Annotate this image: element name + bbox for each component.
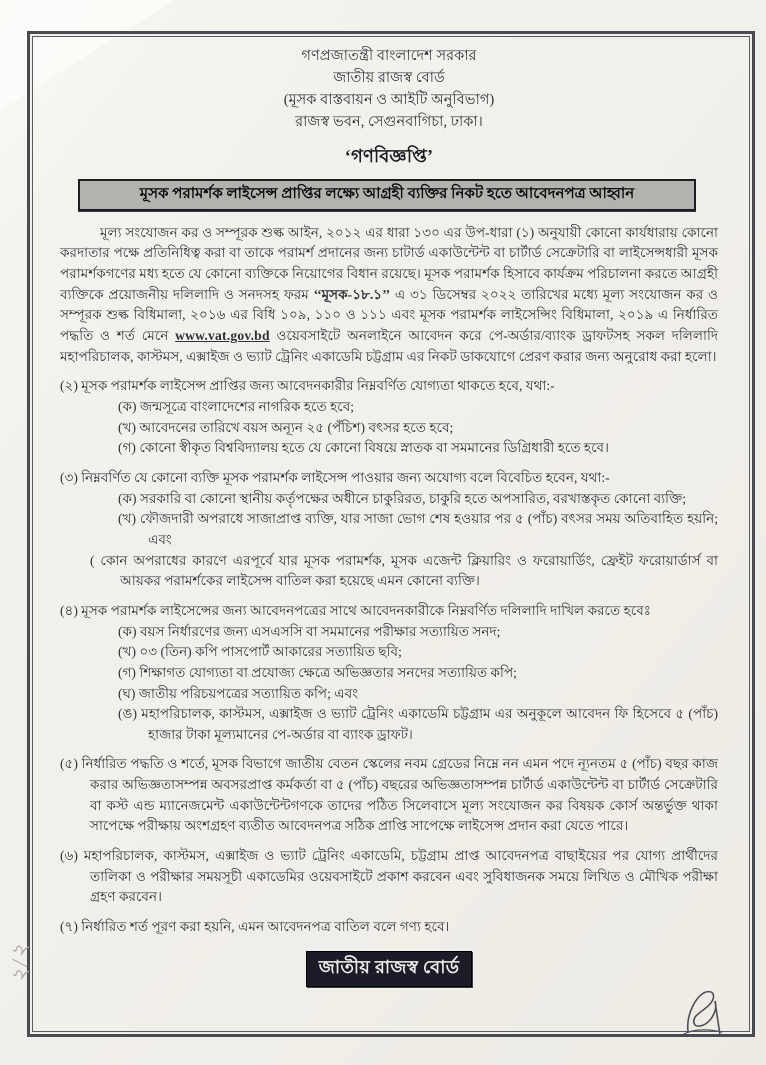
section-7-paragraph: (৭) নির্ধারিত শর্ত পূরণ করা হয়নি, এমন আবেদনপত্র বাতিল বলে গণ্য হবে। xyxy=(60,919,450,935)
notice-title: ‘গণবিজ্ঞপ্তি’ xyxy=(344,145,434,166)
list-item: (ঘ) জাতীয় পরিচয়পত্রের সত্যায়িত কপি; এবং xyxy=(118,685,359,701)
form-number-label: ‘‘মূসক-১৮.১’’ xyxy=(313,286,391,302)
intro-text-2: এ ৩১ ডিসেম্বর ২০২২ তারিখের মধ্যে মূল্য সংযোজন কর ও সম্পূরক শুল্ক বিধিমালা, ২০১৬ এর বিধি ১০৯, ১১০ ও ১১১ এবং মূসক পরামর্শক লাইসেন্সিং বিধিমালা, ২০১৯ এ নির্ধারিত পদ্ধতি ও শর্ত মেনে xyxy=(60,286,719,343)
banner-headline: মূসক পরামর্শক লাইসেন্স প্রাপ্তির লক্ষ্যে আগ্রহী ব্যক্তির নিকট হতে আবেদনপত্র আহ্বান xyxy=(78,179,696,211)
section-6 xyxy=(60,846,718,908)
section-3 xyxy=(60,468,718,592)
nbr-footer-stamp: জাতীয় রাজস্ব বোর্ড xyxy=(306,951,473,987)
list-item: ( কোন অপরাধের কারণে এরপূর্বে যার মূসক পরামর্শক, মূসক এজেন্ট ক্লিয়ারিং ও ফরোয়ার্ডিং, ফ্রেইট ফরোয়ার্ডার্স বা আয়কর পরামর্শকের লাইসেন্স বাতিল করা হয়েছে এমন কোনো ব্যক্তি। xyxy=(90,552,718,589)
section-4-heading: (৪) মূসক পরামর্শক লাইসেন্সের জন্য আবেদনপত্রের সাথে আবেদনকারীকে নিম্নবর্ণিত দলিলাদি দাখিল করতে হবেঃ xyxy=(60,602,652,618)
notice-content xyxy=(60,46,718,987)
list-item: (গ) কোনো স্বীকৃত বিশ্ববিদ্যালয় হতে যে কোনো বিষয়ে স্নাতক বা সমমানের ডিগ্রিধারী হতে হবে। xyxy=(118,440,609,456)
section-5-paragraph: (৫) নির্ধারিত পদ্ধতি ও শর্তে, মূসক বিভাগে জাতীয় বেতন স্কেলের নবম গ্রেডের নিম্নে নন এমন পদে ন্যূনতম ৫ (পাঁচ) বছর কাজ করার অভিজ্ঞতাসম্পন্ন অবসরপ্রাপ্ত কর্মকর্তা বা ৫ (পাঁচ) বছরের অভিজ্ঞতাসম্পন্ন চার্টার্ড একাউন্টেন্ট বা চার্টার্ড সেক্রেটারি বা কস্ট এন্ড ম্যানেজমেন্ট একাউন্টেন্টগণকে তাদের পঠিত সিলেবাসে মূল্য সংযোজন কর বিষয়ক কোর্স অন্তর্ভুক্ত থাকা সাপেক্ষে পরীক্ষায় অংশগ্রহণ ব্যতীত আবেদনপত্র সঠিক প্রাপ্তি সাপেক্ষে লাইসেন্স প্রদান করা যেতে পারে। xyxy=(60,756,718,834)
list-item: (খ) ফৌজদারী অপরাধে সাজাপ্রাপ্ত ব্যক্তি, যার সাজা ভোগ শেষ হওয়ার পর ৫ (পাঁচ) বৎসর সময় অতিবাহিত হয়নি; এবং xyxy=(118,511,718,547)
section-6-paragraph: (৬) মহাপরিচালক, কাস্টমস, এক্সাইজ ও ভ্যাট ট্রেনিং একাডেমি, চট্টগ্রাম প্রাপ্ত আবেদনপত্র বাছাইয়ের পর যোগ্য প্রার্থীদের তালিকা ও পরীক্ষার সময়সূচী একাডেমির ওয়েবসাইটে প্রকাশ করবেন এবং সুবিধাজনক সময়ে লিখিত ও মৌখিক পরীক্ষা গ্রহণ করবেন। xyxy=(60,848,718,905)
section-4 xyxy=(60,601,718,746)
government-name: গণপ্রজাতন্ত্রী বাংলাদেশ সরকার xyxy=(301,48,477,64)
section-5 xyxy=(60,754,718,837)
signature-icon xyxy=(682,985,726,1039)
division-name: (মূসক বাস্তবায়ন ও আইটি অনুবিভাগ) xyxy=(283,91,495,108)
list-item: (গ) শিক্ষাগত যোগ্যতা বা প্রযোজ্য ক্ষেত্রে অভিজ্ঞতার সনদের সত্যায়িত কপি; xyxy=(118,664,517,680)
list-item: (ঙ) মহাপরিচালক, কাস্টমস, এক্সাইজ ও ভ্যাট ট্রেনিং একাডেমি চট্টগ্রাম এর অনুকূলে আবেদন ফি হিসেবে ৫ (পাঁচ) হাজার টাকা মূল্যমানের পে-অর্ডার বা ব্যাংক ড্রাফট। xyxy=(118,706,718,742)
list-item: (ক) সরকারি বা কোনো স্থানীয় কর্তৃপক্ষের অধীনে চাকুরিরত, চাকুরি হতে অপসারিত, বরখাস্তকৃত কোনো ব্যক্তি; xyxy=(118,490,687,506)
intro-text-3: ওয়েবসাইটে অনলাইনে আবেদন করে পে-অর্ডার/ব্যাংক ড্রাফটসহ সকল দলিলাদি মহাপরিচালক, কাস্টমস, এক্সাইজ ও ভ্যাট ট্রেনিং একাডেমি চট্টগ্রাম এর নিকট ডাকযোগে প্রেরণ করার জন্য অনুরোধ করা হলো। xyxy=(60,328,718,364)
vat-website-link: www.vat.gov.bd xyxy=(175,328,270,343)
list-item: (খ) আবেদনের তারিখে বয়স অন্যূন ২৫ (পঁচিশ) বৎসর হতে হবে; xyxy=(118,419,454,435)
intro-text-1: মূল্য সংযোজন কর ও সম্পূরক শুল্ক আইন, ২০১২ এর ধারা ১৩০ এর উপ-ধারা (১) অনুযায়ী কোনো কার্যধারায় কোনো করদাতার পক্ষে প্রতিনিধিত্ব করা বা তাকে পরামর্শ প্রদানের জন্য চাটার্ড একাউন্টেন্ট বা চার্টার্ড সেক্রেটারি বা লাইসেন্সধারী মূসক পরামর্শকগণের মধ্য হতে যে কোনো ব্যক্তিকে নিয়োগের বিধান রয়েছে। মূসক পরামর্শক হিসাবে কার্যক্রম পরিচালনা করতে আগ্রহী ব্যক্তিকে প্রয়োজনীয় দলিলাদি ও সনদসহ ফরম xyxy=(60,224,718,302)
section-3-heading: (৩) নিম্নবর্ণিত যে কোনো ব্যক্তি মূসক পরামর্শক লাইসেন্স পাওয়ার জন্য অযোগ্য বলে বিবেচিত হবেন, যথা:- xyxy=(60,469,610,485)
footer-stamp-row xyxy=(60,951,718,987)
address-line: রাজস্ব ভবন, সেগুনবাগিচা, ঢাকা। xyxy=(295,113,483,130)
list-item: (ক) জন্মসূত্রে বাংলাদেশের নাগরিক হতে হবে; xyxy=(118,398,355,414)
organization-name: জাতীয় রাজস্ব বোর্ড xyxy=(333,69,445,86)
section-7 xyxy=(60,917,718,938)
intro-paragraph xyxy=(60,223,718,368)
page-number-margin-label: ২/২ xyxy=(7,942,32,983)
list-item: (ক) বয়স নির্ধারণের জন্য এসএসসি বা সমমানের পরীক্ষার সত্যায়িত সনদ; xyxy=(118,623,501,639)
section-2 xyxy=(60,376,718,459)
list-item: (খ) ০৩ (তিন) কপি পাসপোর্ট আকারের সত্যায়িত ছবি; xyxy=(118,644,402,660)
section-2-heading: (২) মূসক পরামর্শক লাইসেন্স প্রাপ্তির জন্য আবেদনকারীর নিম্নবর্ণিত যোগ্যতা থাকতে হবে, যথা:- xyxy=(60,378,555,394)
letterhead xyxy=(60,46,718,134)
